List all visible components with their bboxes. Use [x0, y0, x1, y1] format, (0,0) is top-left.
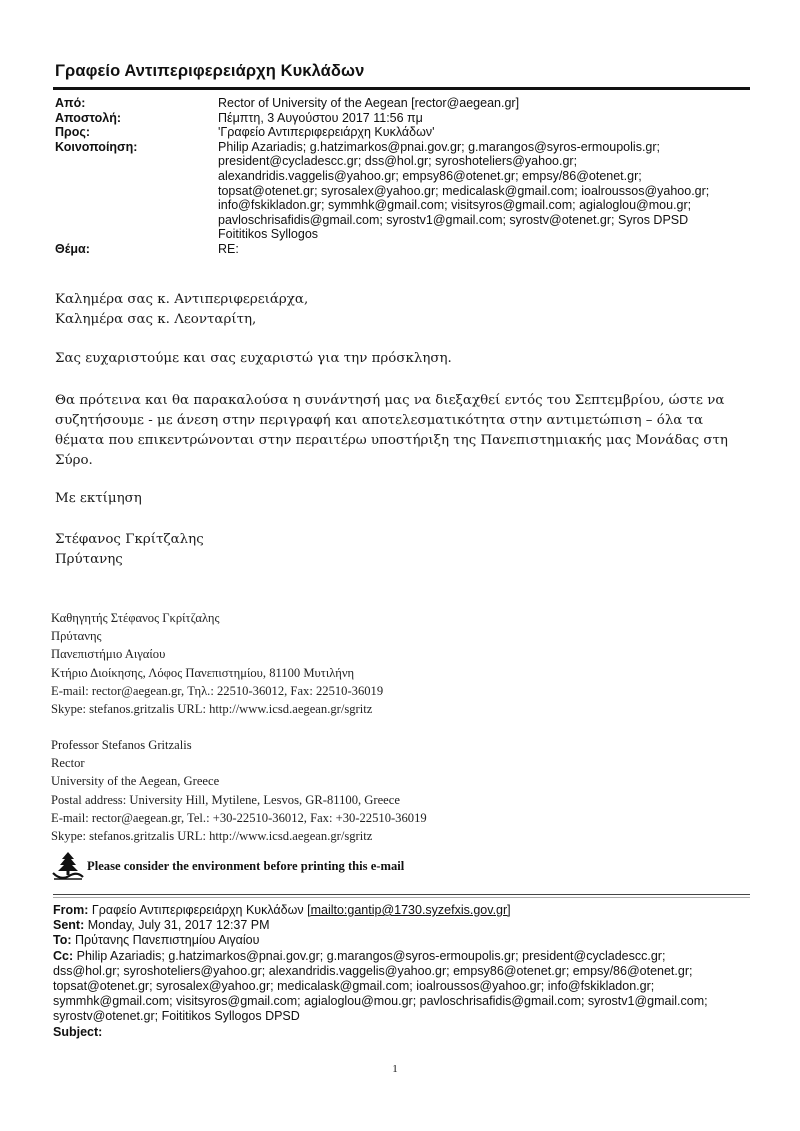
greeting-line: Καλημέρα σας κ. Λεονταρίτη, [55, 312, 257, 327]
signoff-role: Πρύτανης [55, 552, 123, 567]
signoff-block [55, 530, 755, 570]
signature-line: Rector [51, 756, 85, 771]
fwd-to-label: To: [53, 933, 72, 948]
signature-greek [51, 609, 531, 718]
header-sent-row [55, 111, 755, 126]
fwd-from-name: Γραφείο Αντιπεριφερειάρχη Κυκλάδων [91, 903, 304, 917]
title-rule [53, 87, 750, 90]
fwd-cc-row [53, 949, 753, 964]
fwd-from-label: From: [53, 903, 89, 917]
fwd-sent-value: Monday, July 31, 2017 12:37 PM [87, 918, 270, 933]
from-label: Από: [55, 96, 86, 110]
main-paragraph [55, 391, 745, 471]
environment-note [51, 851, 404, 881]
fwd-cc-line: symmhk@gmail.com; visitsyros@gmail.com; agialoglou@mou.gr; pavloschrisafidis@gmail.com; syrostv1@gmail.com; [53, 994, 708, 1009]
fwd-cc-line: topsat@otenet.gr; syrosalex@yahoo.gr; medicalask@gmail.com; ioalroussos@yahoo.gr; info@fskikladon.gr; [53, 979, 655, 994]
fwd-to-row [53, 933, 753, 948]
cc-line: info@fskikladon.gr; symmhk@gmail.com; visitsyros@gmail.com; agialoglou@mou.gr; [218, 198, 692, 213]
thanks-line: Σας ευχαριστούμε και σας ευχαριστώ για την πρόσκληση. [55, 351, 452, 366]
signature-line: Professor Stefanos Gritzalis [51, 738, 192, 752]
cc-line: Foititikos Syllogos [218, 227, 319, 242]
tree-icon [51, 851, 85, 881]
paragraph-line: Θα πρότεινα και θα παρακαλούσα η συνάντησή μας να διεξαχθεί εντός του Σεπτεμβρίου, ώστε να [55, 393, 725, 408]
subject-value: RE: [218, 241, 239, 256]
cc-line: alexandridis.vaggelis@yahoo.gr; empsy86@otenet.gr; empsy/86@otenet.gr; [218, 168, 642, 183]
paragraph-line: συζητήσουμε - με άνεση στην περιγραφή και αποτελεσματικότητα στην αντιμετώπιση – όλα τα [55, 413, 704, 428]
fwd-cc-line: dss@hol.gr; syroshoteliers@yahoo.gr; alexandridis.vaggelis@yahoo.gr; empsy86@otenet.gr; empsy/86@otenet.gr; [53, 963, 693, 978]
to-value: 'Γραφείο Αντιπεριφερειάρχη Κυκλάδων' [218, 125, 435, 140]
subject-label: Θέμα: [55, 241, 90, 256]
fwd-subject-label: Subject: [53, 1024, 103, 1039]
environment-text: Please consider the environment before printing this e-mail [87, 858, 405, 873]
signature-line: E-mail: rector@aegean.gr, Tel.: +30-22510-36012, Fax: +30-22510-36019 [51, 810, 427, 825]
fwd-mailto-link[interactable]: [mailto:gantip@1730.syzefxis.gov.gr] [307, 903, 511, 917]
header-cc-row [55, 140, 755, 242]
cc-line: pavloschrisafidis@gmail.com; syrostv1@gmail.com; syrostv@otenet.gr; Syros DPSD [218, 212, 689, 227]
fwd-to-value: Πρύτανης Πανεπιστημίου Αιγαίου [75, 933, 260, 948]
email-header [55, 96, 755, 257]
header-subject-row [55, 242, 755, 257]
signature-line: Postal address: University Hill, Mytilene, Lesvos, GR-81100, Greece [51, 792, 400, 807]
cc-label: Κοινοποίηση: [55, 139, 138, 154]
signature-line: Καθηγητής Στέφανος Γκρίτζαλης [51, 611, 220, 625]
sent-value: Πέμπτη, 3 Αυγούστου 2017 11:56 πμ [218, 110, 423, 125]
cc-line: president@cycladescc.gr; dss@hol.gr; syroshoteliers@yahoo.gr; [218, 154, 578, 169]
signature-line: Πανεπιστήμιο Αιγαίου [51, 647, 166, 662]
fwd-cc-line: Philip Azariadis; g.hatzimarkos@pnai.gov.gr; g.marangos@syros-ermoupolis.gr; president@cycladescc.gr; [76, 948, 666, 963]
signature-line: University of the Aegean, Greece [51, 774, 220, 789]
from-value: Rector of University of the Aegean [rector@aegean.gr] [218, 96, 520, 110]
signoff-name: Στέφανος Γκρίτζαλης [55, 532, 204, 547]
forwarded-header [53, 903, 753, 1040]
cc-value [218, 140, 755, 242]
header-from-row [55, 96, 755, 111]
greeting-line: Καλημέρα σας κ. Αντιπεριφερειάρχα, [55, 292, 309, 307]
sent-label: Αποστολή: [55, 110, 122, 125]
signature-line: Πρύτανης [51, 629, 102, 644]
signature-line: E-mail: rector@aegean.gr, Τηλ.: 22510-36012, Fax: 22510-36019 [51, 683, 384, 698]
document-title: Γραφείο Αντιπεριφερειάρχη Κυκλάδων [55, 62, 365, 80]
signature-english [51, 736, 531, 845]
greeting-block [55, 290, 755, 330]
divider-rule-faint [53, 897, 750, 898]
paragraph-line: θέματα που επικεντρώνονται στην περαιτέρω υποστήριξη της Πανεπιστημιακής μας Μονάδας στη [55, 433, 728, 448]
signature-line: Skype: stefanos.gritzalis URL: http://www.icsd.aegean.gr/sgritz [51, 702, 373, 717]
page-number: 1 [392, 1063, 398, 1075]
to-label: Προς: [55, 125, 91, 140]
signature-line: Κτήριο Διοίκησης, Λόφος Πανεπιστημίου, 81100 Μυτιλήνη [51, 665, 355, 680]
fwd-cc-label: Cc: [53, 948, 74, 963]
fwd-subject-row [53, 1025, 753, 1040]
fwd-sent-row [53, 918, 753, 933]
fwd-sent-label: Sent: [53, 918, 85, 933]
divider-rule [53, 894, 750, 895]
cc-line: topsat@otenet.gr; syrosalex@yahoo.gr; medicalask@gmail.com; ioalroussos@yahoo.gr; [218, 183, 710, 198]
fwd-from-row [53, 903, 753, 918]
fwd-cc-line: syrostv@otenet.gr; Foititikos Syllogos DPSD [53, 1009, 300, 1024]
header-to-row [55, 125, 755, 140]
cc-line: Philip Azariadis; g.hatzimarkos@pnai.gov.gr; g.marangos@syros-ermoupolis.gr; [218, 139, 660, 154]
paragraph-line: Σύρο. [55, 453, 93, 468]
signature-line: Skype: stefanos.gritzalis URL: http://www.icsd.aegean.gr/sgritz [51, 829, 373, 844]
closing-line: Με εκτίμηση [55, 491, 142, 506]
